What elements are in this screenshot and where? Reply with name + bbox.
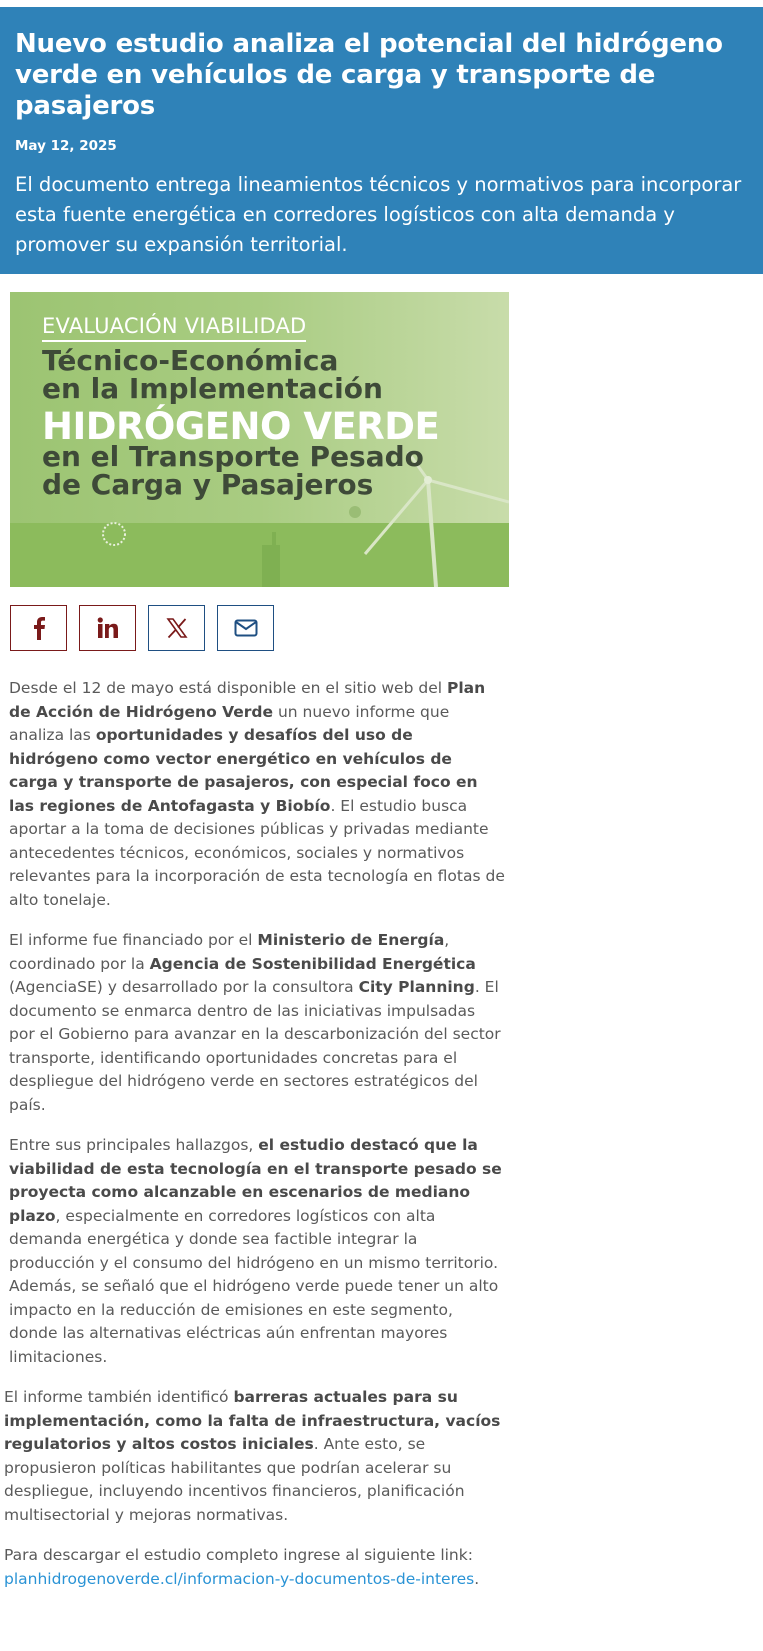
share-linkedin-button[interactable] [79,605,136,651]
share-email-button[interactable] [217,605,274,651]
share-x-button[interactable] [148,605,205,651]
article-title: Nuevo estudio analiza el potencial del hidrógeno verde en vehículos de carga y transporte de pasajeros [15,29,723,121]
share-bar [10,605,763,651]
top-strip [0,0,763,7]
x-icon [166,617,188,639]
envelope-icon [234,619,258,637]
body-paragraph-3: Entre sus principales hallazgos, el estudio destacó que la viabilidad de esta tecnología en el transporte pesado se proyecta como alcanzable en escenarios de mediano plazo, especialmente en corredores logísticos con alta demanda energética y donde sea factible integrar la producción y el consumo del hidrógeno en un mismo territorio. Además, se señaló que el hidrógeno verde puede tener un alto impacto en la reducción de emisiones en este segmento, donde las alternativas eléctricas aún enfrentan mayores limitaciones. [9,1136,502,1366]
linkedin-icon [97,617,119,639]
banner-line-1: Técnico-Económica en la Implementación [42,344,383,405]
article-lead: El documento entrega lineamientos técnicos y normativos para incorporar esta fuente energética en corredores logísticos con alta demanda y promover su expansión territorial. [15,173,742,256]
facebook-icon [32,616,46,640]
banner-line-4: en el Transporte Pesado de Carga y Pasajeros [42,440,424,501]
banner-kicker: EVALUACIÓN VIABILIDAD [42,314,306,342]
download-study-link[interactable]: planhidrogenoverde.cl/informacion-y-documentos-de-interes [4,1569,475,1588]
body-paragraph-4: El informe también identificó barreras actuales para su implementación, como la falta de infraestructura, vacíos regulatorios y altos costos iniciales. Ante esto, se propusieron políticas habilitantes que podrían acelerar su despliegue, incluyendo incentivos financieros, planificación multisectorial y mejoras normativas. [4,1388,501,1524]
share-facebook-button[interactable] [10,605,67,651]
article-banner-image [10,292,509,587]
article-header [0,7,763,274]
article-body [0,677,505,1591]
body-paragraph-1: Desde el 12 de mayo está disponible en el sitio web del Plan de Acción de Hidrógeno Verde un nuevo informe que analiza las oportunidades y desafíos del uso de hidrógeno como vector energético en vehículos de carga y transporte de pasajeros, con especial foco en las regiones de Antofagasta y Biobío. El estudio busca aportar a la toma de decisiones públicas y privadas mediante antecedentes técnicos, económicos, sociales y normativos relevantes para la incorporación de esta tecnología en flotas de alto tonelaje. [9,679,505,909]
article-date: May 12, 2025 [15,138,117,154]
body-paragraph-5: Para descargar el estudio completo ingrese al siguiente link: planhidrogenoverde.cl/informacion-y-documentos-de-interes. [4,1546,480,1588]
body-paragraph-2: El informe fue financiado por el Ministerio de Energía, coordinado por la Agencia de Sostenibilidad Energética (AgenciaSE) y desarrollado por la consultora City Planning. El documento se enmarca dentro de las iniciativas impulsadas por el Gobierno para avanzar en la descarbonización del sector transporte, identificando oportunidades concretas para el despliegue del hidrógeno verde en sectores estratégicos del país. [9,931,501,1114]
banner-line-3: HIDRÓGENO VERDE [42,405,440,448]
